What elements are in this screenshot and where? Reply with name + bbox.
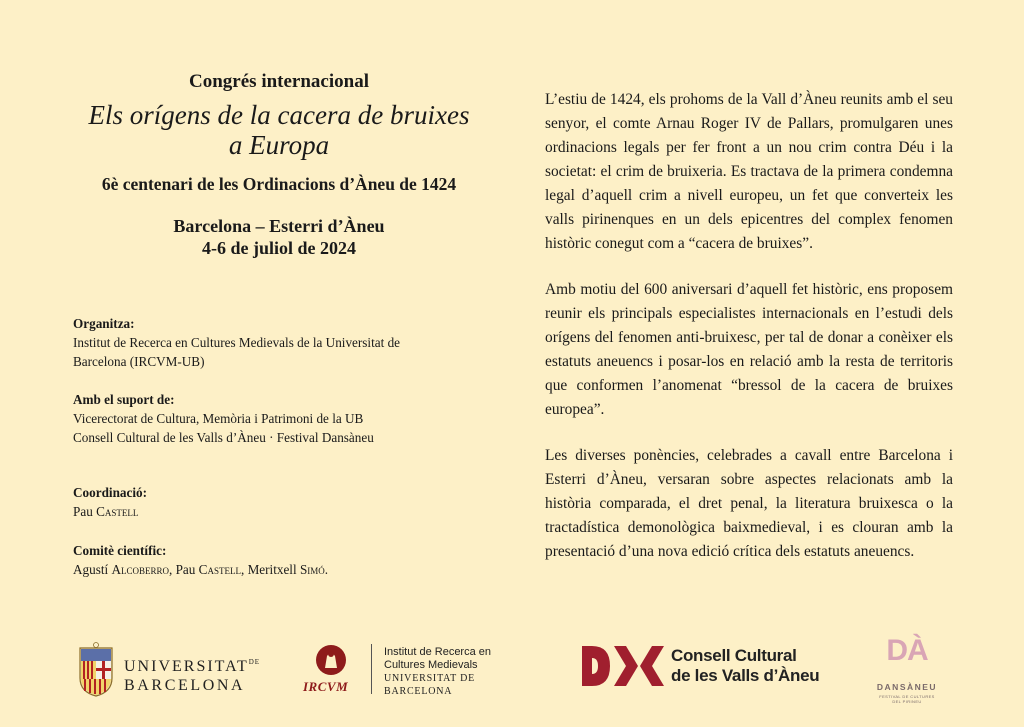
coordinator-last-name: Castell: [96, 504, 139, 519]
ccva-logo: [582, 644, 820, 694]
coordinator-first-name: Pau: [73, 504, 97, 519]
organitza-heading: Organitza:: [73, 316, 135, 331]
ircvm-line3: UNIVERSITAT DE BARCELONA: [384, 673, 476, 697]
comite-heading: Comitè científic:: [73, 543, 167, 558]
dansaneu-tag2: DEL PIRINEU: [892, 699, 922, 704]
conference-place: Barcelona – Esterri d’Àneu: [173, 216, 385, 236]
ub-word1: UNIVERSITAT: [124, 658, 249, 675]
coordinacio-name: [73, 502, 493, 521]
conference-dates: 4-6 de juliol de 2024: [201, 238, 356, 258]
suport-line1: Vicerectorat de Cultura, Memòria i Patrimoni de la UB: [73, 411, 364, 426]
member3-last: Simó: [299, 562, 325, 577]
ircvm-line2: Cultures Medievals: [384, 659, 478, 671]
members-end: .: [324, 562, 329, 577]
comite-section: [73, 541, 493, 579]
ccva-line1: Consell Cultural: [671, 646, 797, 665]
dansaneu-tag1: FESTIVAL DE CULTURES: [879, 694, 935, 699]
description-paragraph-1: L’estiu de 1424, els prohoms de la Vall d’Àneu reunits amb el seu senyor, el comte Arnau Roger IV de Pallars, promulgaren unes ordinacions legals per fer front a un nou crim contra Déu i la societat: el crim de bruixeria. Es tractava de la primera condemna legal d’aquell crim a nivell europeu, un fet que converteix les valls pirinenques en un dels epicentres del complex fenomen històric conegut com a “cacera de bruixes”.: [545, 91, 953, 252]
ircvm-name: [384, 646, 540, 698]
dansaneu-name: DANSÀNEU: [876, 682, 938, 692]
ircvm-logo: [300, 642, 540, 702]
dansaneu-mark: DÀ: [886, 634, 928, 667]
suport-section: [73, 390, 493, 447]
member2-first: , Pau: [169, 562, 199, 577]
conference-header: [64, 70, 494, 259]
member2-last: Castell: [198, 562, 241, 577]
conference-kicker: Congrés internacional: [189, 71, 369, 92]
ccva-mark-icon: [582, 644, 664, 688]
ccva-line2: de les Valls d’Àneu: [671, 666, 820, 685]
description: [545, 88, 953, 586]
sponsor-logos: [0, 630, 1024, 710]
organitza-line1: Institut de Recerca en Cultures Medievals de la Universitat de: [73, 335, 401, 350]
conference-title-line1: Els orígens de la cacera de bruixes: [88, 100, 470, 130]
member3-first: , Meritxell: [240, 562, 300, 577]
ircvm-emblem-icon: [313, 644, 349, 676]
member1-last: Alcoberro: [111, 562, 169, 577]
ircvm-acronym: IRCVM: [303, 679, 349, 694]
ircvm-divider: [371, 644, 372, 694]
coordinacio-section: [73, 483, 493, 521]
ub-de: DE: [248, 658, 261, 666]
member1-first: Agustí: [73, 562, 112, 577]
ub-word2: BARCELONA: [124, 677, 246, 694]
coordinacio-heading: Coordinació:: [73, 485, 147, 500]
comite-members: [73, 560, 493, 579]
conference-subtitle: 6è centenari de les Ordinacions d’Àneu de 1424: [101, 174, 457, 194]
description-paragraph-2: Amb motiu del 600 aniversari d’aquell fet històric, ens proposem reunir els principals especialistes internacionals en l’estudi dels orígens del fenomen anti-bruixesc, per tal de donar a conèixer els estatuts aneuencs i posar-los en relació amb la resta de territoris que conformen l’anomenat “bressol de la cacera de bruixes europea”.: [545, 281, 953, 418]
suport-heading: Amb el suport de:: [73, 392, 175, 407]
conference-title-line2: a Europa: [228, 130, 330, 160]
ccva-name: [671, 646, 819, 686]
ub-logo: [78, 642, 261, 702]
ub-shield-icon: [78, 642, 114, 698]
suport-line2: Consell Cultural de les Valls d’Àneu · Festival Dansàneu: [73, 430, 374, 445]
ircvm-line1: Institut de Recerca en: [384, 646, 492, 658]
organitza-section: [73, 314, 493, 371]
dansaneu-tagline: [872, 694, 942, 704]
organitza-line2: Barcelona (IRCVM-UB): [73, 354, 205, 369]
dansaneu-logo: [872, 634, 942, 704]
description-paragraph-3: Les diverses ponències, celebrades a cavall entre Barcelona i Esterri d’Àneu, versaran sobre aspectes relacionats amb la història comparada, el dret penal, la literatura bruixesca o la tractadística demonològica baixmedieval, i es clouran amb la presentació d’una nova edició crítica dels estatuts aneuencs.: [545, 447, 953, 560]
